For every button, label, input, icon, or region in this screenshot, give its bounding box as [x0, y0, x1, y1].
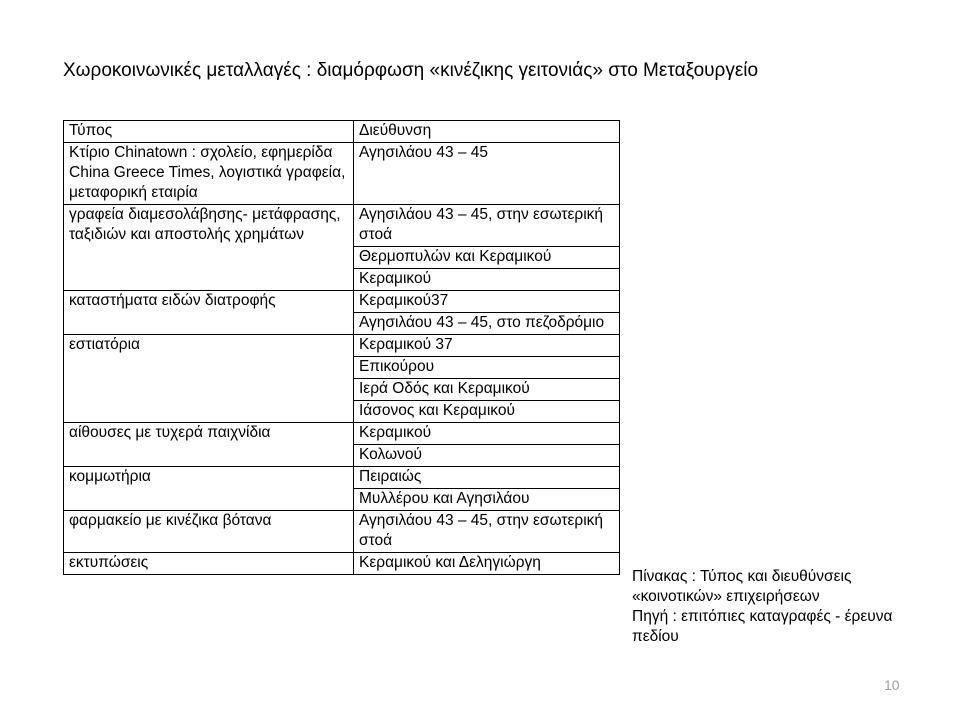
type-cell: καταστήματα ειδών διατροφής [64, 291, 354, 335]
table-row [64, 423, 620, 445]
table-row [64, 335, 620, 357]
table-caption [632, 567, 932, 647]
type-cell: εστιατόρια [64, 335, 354, 423]
address-cell: Κεραμικού 37 [354, 335, 620, 357]
business-table [63, 120, 620, 575]
caption-title: Πίνακας : Τύπος και διευθύνσεις «κοινοτικών» επιχειρήσεων [632, 568, 852, 605]
address-cell: Κεραμικού [354, 423, 620, 445]
table-row [64, 205, 620, 247]
type-cell: Κτίριο Chinatown : σχολείο, εφημερίδα China Greece Times, λογιστικά γραφεία, μεταφορική εταιρία [64, 143, 354, 205]
type-cell: φαρμακείο με κινέζικα βότανα [64, 511, 354, 553]
page-number: 10 [884, 677, 900, 693]
address-cell: Κεραμικού [354, 269, 620, 291]
address-cell: Μυλλέρου και Αγησιλάου [354, 489, 620, 511]
address-cell: Επικούρου [354, 357, 620, 379]
header-address: Διεύθυνση [354, 121, 620, 143]
address-cell: Αγησιλάου 43 – 45, στην εσωτερική στοά [354, 205, 620, 247]
address-cell: Ιάσονος και Κεραμικού [354, 401, 620, 423]
address-cell: Αγησιλάου 43 – 45, στην εσωτερική στοά [354, 511, 620, 553]
caption-source: Πηγή : επιτόπιες καταγραφές - έρευνα πεδίου [632, 608, 893, 645]
type-cell: κομμωτήρια [64, 467, 354, 511]
address-cell: Αγησιλάου 43 – 45, στο πεζοδρόμιο [354, 313, 620, 335]
table-row [64, 467, 620, 489]
slide-title: Χωροκοινωνικές μεταλλαγές : διαμόρφωση «κινέζικης γειτονιάς» στο Μεταξουργείο [63, 60, 759, 81]
type-cell: αίθουσες με τυχερά παιχνίδια [64, 423, 354, 467]
table-row [64, 291, 620, 313]
address-cell: Θερμοπυλών και Κεραμικού [354, 247, 620, 269]
address-cell: Κεραμικού και Δεληγιώργη [354, 553, 620, 575]
header-type: Τύπος [64, 121, 354, 143]
address-cell: Αγησιλάου 43 – 45 [354, 143, 620, 205]
table-header-row [64, 121, 620, 143]
table-row [64, 553, 620, 575]
table-row [64, 511, 620, 553]
address-cell: Ιερά Οδός και Κεραμικού [354, 379, 620, 401]
table-row [64, 143, 620, 205]
address-cell: Κεραμικού37 [354, 291, 620, 313]
address-cell: Κολωνού [354, 445, 620, 467]
type-cell: εκτυπώσεις [64, 553, 354, 575]
type-cell: γραφεία διαμεσολάβησης- μετάφρασης, ταξιδιών και αποστολής χρημάτων [64, 205, 354, 291]
address-cell: Πειραιώς [354, 467, 620, 489]
